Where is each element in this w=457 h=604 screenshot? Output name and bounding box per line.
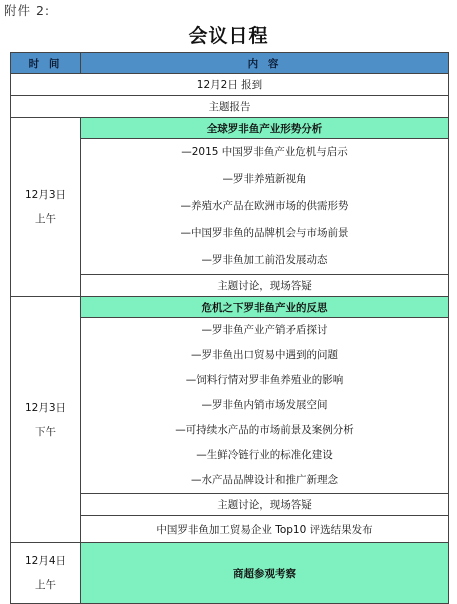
- schedule-table: [10, 52, 449, 604]
- day3-pm-discussion: 主题讨论，现场答疑: [81, 494, 449, 516]
- list-item: —罗非鱼内销市场发展空间: [201, 399, 328, 411]
- page-title: 会议日程: [188, 25, 269, 47]
- day4-am-date: 12月4日: [24, 555, 67, 567]
- list-item: —水产品品牌设计和推广新理念: [191, 474, 338, 486]
- day4-am-activity: 商超参观考察: [81, 543, 449, 604]
- day4-am-time-cell: [11, 543, 81, 604]
- list-item: —罗非鱼出口贸易中遇到的问题: [191, 349, 338, 361]
- day3-pm-items: [81, 318, 449, 494]
- registration-cell: 12月2日 报到: [11, 74, 449, 96]
- day3-am-heading-row: [11, 118, 449, 139]
- day3-am-discussion: 主题讨论，现场答疑: [81, 275, 449, 297]
- day3-pm-heading-row: [11, 297, 449, 318]
- keynote-row: [11, 96, 449, 118]
- day3-pm-period: 下午: [35, 425, 56, 438]
- day3-am-items: [81, 139, 449, 275]
- day4-am-period: 上午: [35, 579, 56, 591]
- list-item: —饲料行情对罗非鱼养殖业的影响: [185, 374, 344, 386]
- header-time: 时 间: [11, 53, 81, 74]
- list-item: —2015 中国罗非鱼产业危机与启示: [181, 146, 348, 158]
- registration-row: [11, 74, 449, 96]
- day3-am-time-cell: [11, 118, 81, 297]
- day4-am-row: [11, 543, 449, 604]
- header-content: 内 容: [81, 53, 449, 74]
- list-item: —养殖水产品在欧洲市场的供需形势: [180, 200, 349, 212]
- list-item: —罗非养殖新视角: [222, 173, 307, 185]
- list-item: —罗非鱼加工前沿发展动态: [201, 254, 328, 266]
- list-item: —罗非鱼产业产销矛盾探讨: [201, 324, 328, 336]
- attachment-label: 附件 2:: [4, 3, 51, 18]
- day3-pm-date: 12月3日: [24, 401, 67, 414]
- keynote-cell: 主题报告: [11, 96, 449, 118]
- day3-am-period: 上午: [35, 213, 56, 225]
- header-row: [11, 53, 449, 74]
- day3-am-date: 12月3日: [24, 189, 67, 201]
- list-item: —中国罗非鱼的品牌机会与市场前景: [180, 227, 349, 239]
- day3-pm-time-cell: [11, 297, 81, 543]
- list-item: —生鲜冷链行业的标准化建设: [196, 449, 333, 461]
- day3-am-heading: 全球罗非鱼产业形势分析: [81, 118, 449, 139]
- day3-pm-heading: 危机之下罗非鱼产业的反思: [81, 297, 449, 318]
- day3-pm-announcement: 中国罗非鱼加工贸易企业 Top10 评选结果发布: [81, 516, 449, 543]
- list-item: —可持续水产品的市场前景及案例分析: [175, 424, 354, 436]
